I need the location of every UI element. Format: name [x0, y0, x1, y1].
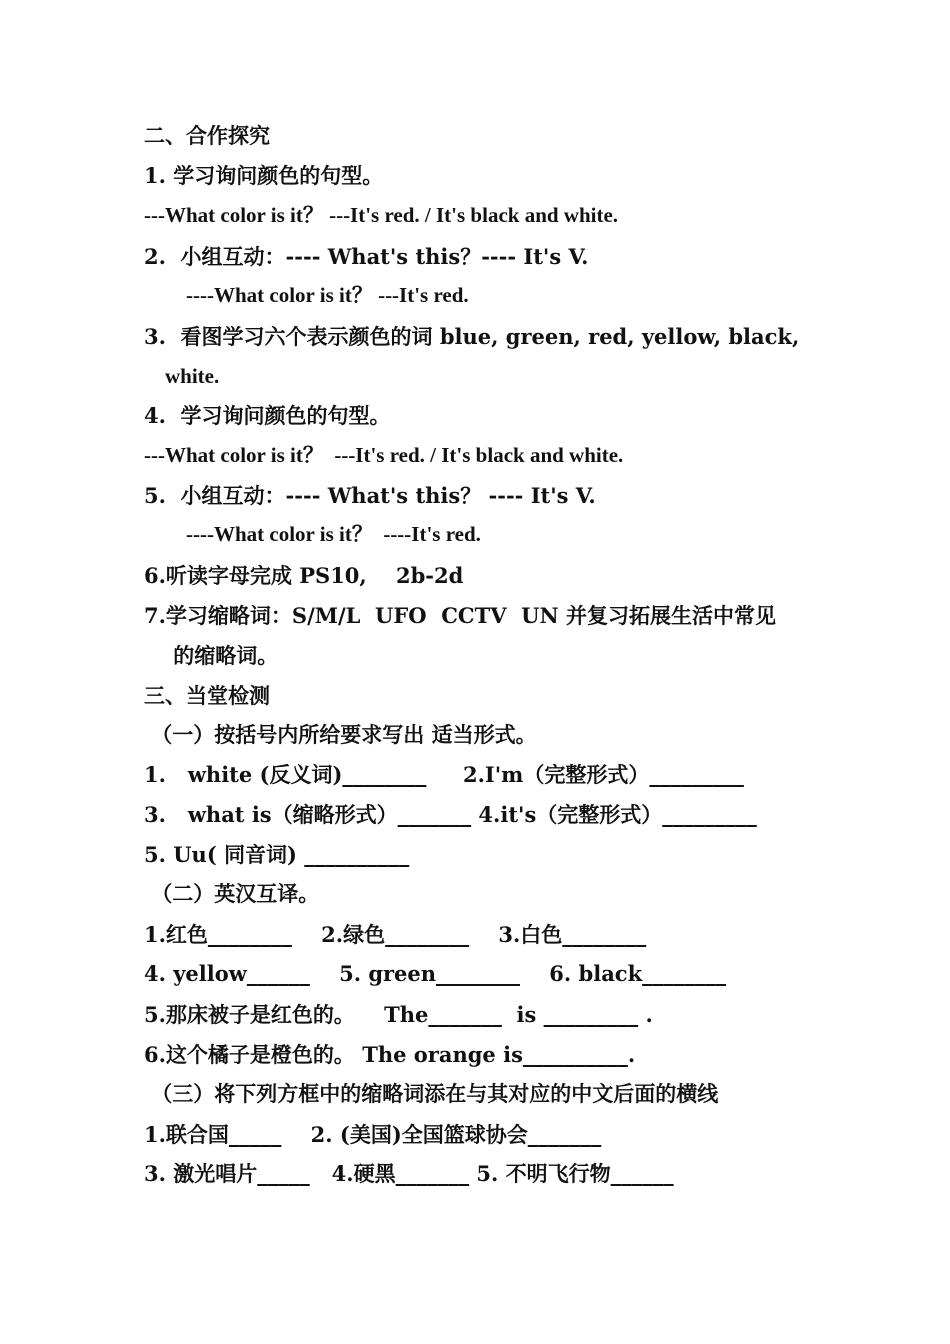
exercise-line: 1.红色________ 2.绿色________ 3.白色________ — [144, 922, 647, 947]
text-line: 1. 学习询问颜色的句型。 — [144, 163, 384, 188]
exercise-line: 4. yellow______ 5. green________ 6. black________ — [144, 961, 727, 986]
exercise-line: 1. white (反义词)________ 2.I'm（完整形式）_________ — [144, 762, 744, 787]
text-line: 2. 小组互动：---- What's this？---- It's V. — [144, 244, 589, 269]
text-line: 3. 看图学习六个表示颜色的词 blue, green, red, yellow, black, — [144, 324, 800, 349]
subsection-heading: （三）将下列方框中的缩略词添在与其对应的中文后面的横线 — [144, 1081, 719, 1106]
exercise-line: 5.那床被子是红色的。 The_______ is _________ . — [144, 1002, 653, 1027]
text-line: 4. 学习询问颜色的句型。 — [144, 403, 391, 428]
exercise-line: 3. what is（缩略形式）_______ 4.it's（完整形式）_________ — [144, 802, 757, 827]
text-line: ---What color is it？ ---It's red. / It's black and white. — [144, 443, 624, 467]
subsection-heading: （一）按括号内所给要求写出 适当形式。 — [144, 722, 537, 747]
text-line: ---What color is it？ ---It's red. / It's black and white. — [144, 203, 619, 227]
text-line: 5. 小组互动：---- What's this？ ---- It's V. — [144, 483, 596, 508]
section-heading-in-class-test: 三、当堂检测 — [144, 683, 270, 708]
section-heading-cooperative-exploration: 二、合作探究 — [144, 123, 270, 148]
text-line: ----What color is it？ ----It's red. — [144, 522, 481, 546]
exercise-line: 1.联合国_____ 2. (美国)全国篮球协会_______ — [144, 1122, 602, 1147]
text-line: 6.听读字母完成 PS10, 2b-2d — [144, 563, 464, 588]
text-line: ----What color is it？ ---It's red. — [144, 283, 469, 307]
exercise-line: 3. 激光唱片_____ 4.硬黑_______ 5. 不明飞行物______ — [144, 1161, 674, 1186]
text-line: white. — [144, 364, 220, 388]
subsection-heading: （二）英汉互译。 — [144, 881, 320, 906]
text-line: 的缩略词。 — [144, 643, 279, 668]
exercise-line: 5. Uu( 同音词) __________ — [144, 842, 410, 867]
text-line: 7.学习缩略词：S/M/L UFO CCTV UN 并复习拓展生活中常见 — [144, 603, 776, 628]
exercise-line: 6.这个橘子是橙色的。 The orange is__________. — [144, 1042, 636, 1067]
